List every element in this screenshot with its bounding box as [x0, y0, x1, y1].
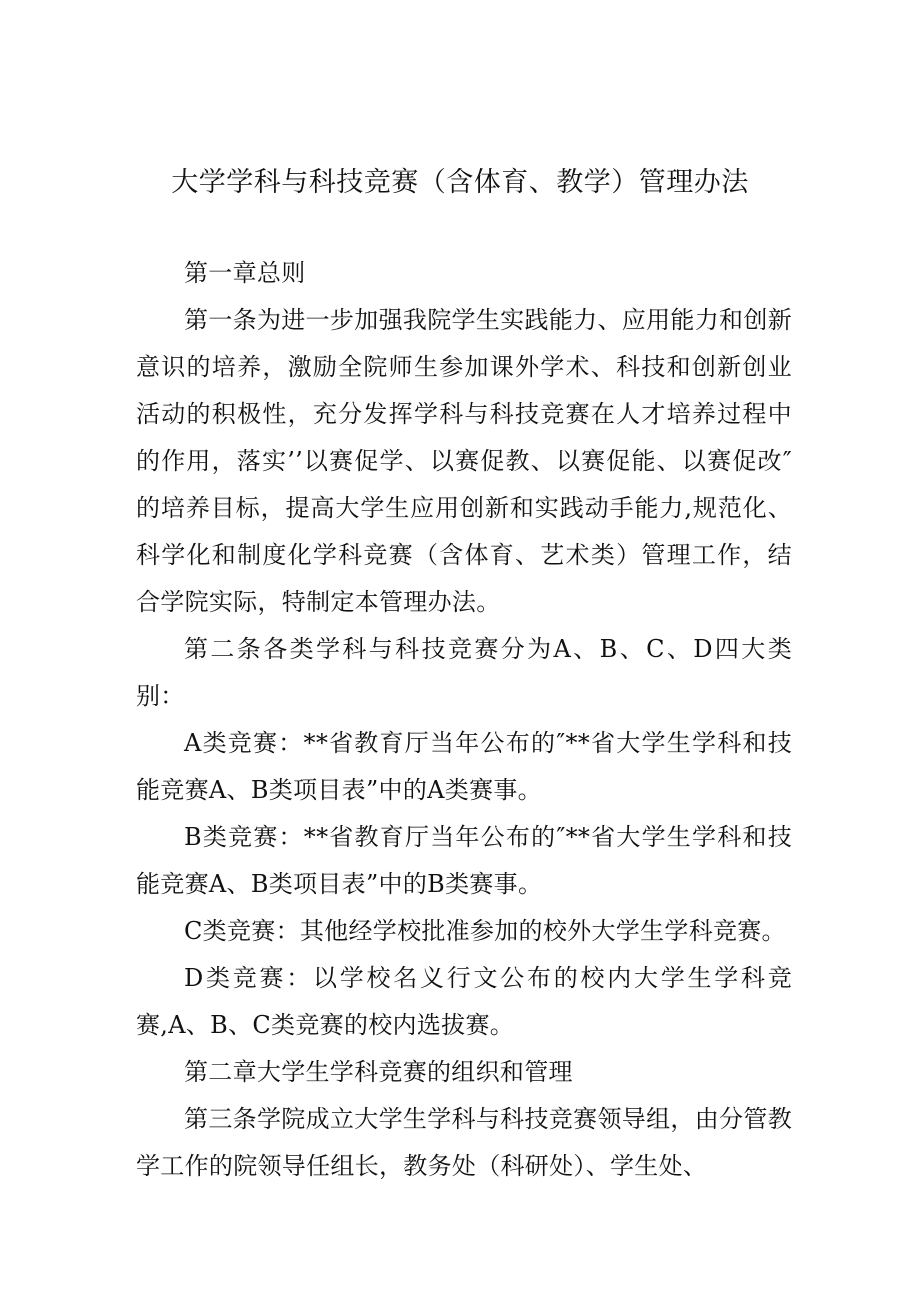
- article-3-paragraph: 第三条学院成立大学生学科与科技竞赛领导组，由分管教学工作的院领导任组长，教务处（科研处）、学生处、: [136, 1105, 792, 1180]
- document-title: 大学学科与科技竞赛（含体育、教学）管理办法: [171, 167, 749, 198]
- chapter-heading-2: 第二章大学生学科竞赛的组织和管理: [184, 1058, 573, 1086]
- article-1-paragraph: 第一条为进一步加强我院学生实践能力、应用能力和创新意识的培养，激励全院师生参加课外学术、科技和创新创业活动的积极性，充分发挥学科与科技竞赛在人才培养过程中的作用，落实’’以赛促学、以赛促教、以赛促能、以赛促改″的培养目标，提高大学生应用创新和实践动手能力,规范化、科学化和制度化学科竞赛（含体育、艺术类）管理工作，结合学院实际，特制定本管理办法。: [136, 306, 792, 616]
- category-a-paragraph: A类竞赛：**省教育厅当年公布的″**省大学生学科和技能竞赛A、B类项目表”中的A类赛事。: [136, 729, 792, 804]
- category-c-paragraph: C类竞赛：其他经学校批准参加的校外大学生学科竞赛。: [184, 917, 786, 945]
- category-b-paragraph: B类竞赛：**省教育厅当年公布的″**省大学生学科和技能竞赛A、B类项目表”中的B类赛事。: [136, 823, 792, 898]
- document-body: [136, 250, 792, 1190]
- article-2-paragraph: 第二条各类学科与科技竞赛分为A、B、C、D四大类别：: [136, 635, 792, 710]
- chapter-heading-1: 第一章总则: [184, 259, 306, 287]
- category-d-paragraph: D类竞赛：以学校名义行文公布的校内大学生学科竞赛,A、B、C类竞赛的校内选拔赛。: [136, 964, 792, 1039]
